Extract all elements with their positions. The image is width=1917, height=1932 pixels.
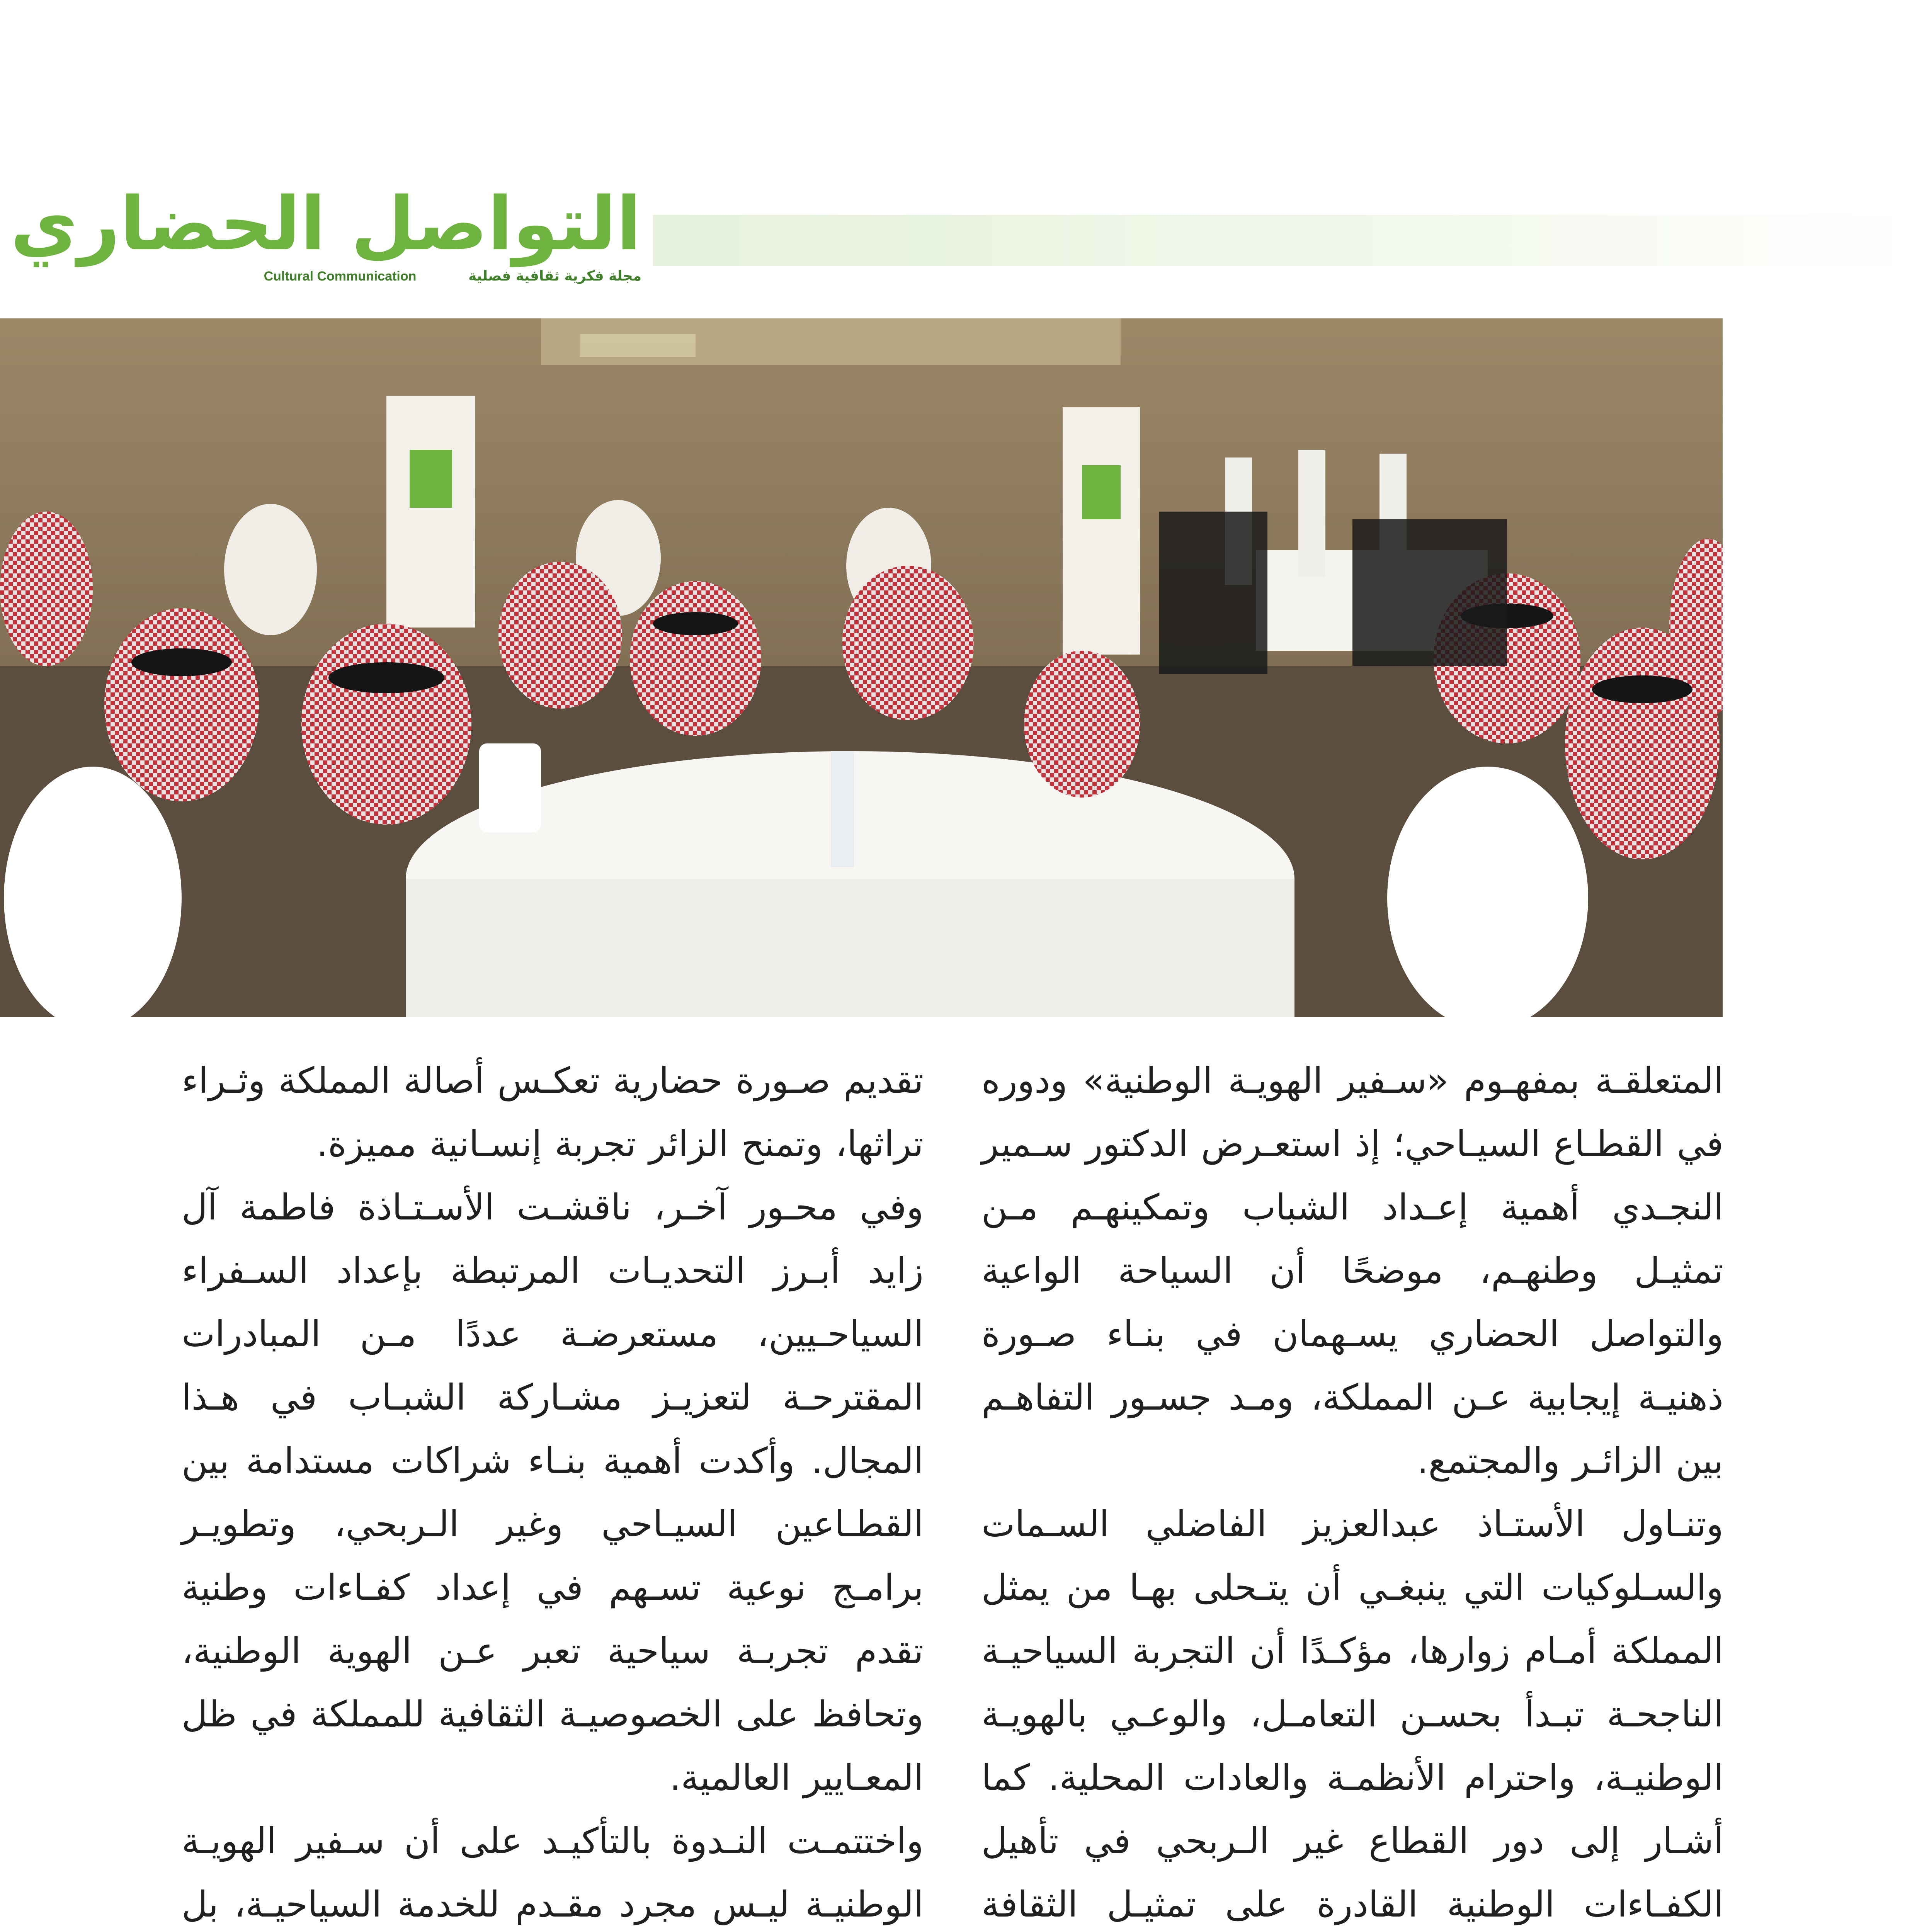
article-paragraph: وفي محـور آخـر، ناقشـت الأسـتـاذة فاطمة آل زايد أبـرز التحديـات المرتبطة بإعداد السـفراء السياحـيين، مستعرضـة عددًا مـن المبادرات المقترحـة لتعزيـز مشـاركة الشبـاب في هـذا المجال. وأكدت أهمية بنـاء شراكات مستدامة بين القطـاعين السيـاحي وغير الـربحي، وتطويـر برامـج نوعية تسـهم في إعداد كفـاءات وطنية تقدم تجربـة سياحية تعبر عـن الهوية الوطنية، وتحافظ على الخصوصيـة الثقافية للمملكة في ظل المعـايير العالمية. (182, 1187, 924, 1798)
article-paragraph: المتعلقـة بمفهـوم «سـفير الهويـة الوطنية» ودوره في القطـاع السيـاحي؛ إذ استعـرض الدكتور سـمير النجـدي أهمية إعـداد الشباب وتمكينهـم مـن تمثيـل وطنهـم، موضحًا أن السياحة الواعية والتواصل الحضاري يسـهمان في بنـاء صـورة ذهنيـة إيجابية عـن المملكة، ومـد جسـور التفاهـم بين الزائـر والمجتمع. (981, 1060, 1723, 1481)
article-paragraph: تقديم صـورة حضارية تعكـس أصالة المملكة وثـراء تراثها، وتمنح الزائر تجربة إنسـانية مميزة. (182, 1060, 924, 1165)
article-paragraph: واختتمـت النـدوة بالتأكيـد على أن سـفير الهويـة الوطنيـة ليـس مجرد مقـدم للخدمة السياحيـة، بل (182, 1820, 924, 1925)
magazine-logo-title: التواصل الحضاري (10, 181, 641, 267)
event-photo (0, 318, 1723, 1017)
article-paragraph: وتنـاول الأستـاذ عبدالعزيز الفاضلي السـمات والسـلوكيات التي ينبغـي أن يتـحلى بهـا من يمثل المملكة أمـام زوارها، مؤكـدًا أن التجربة السياحيـة الناجحـة تبـدأ بحسـن التعامـل، والوعـي بالهويـة الوطنيـة، واحترام الأنظمـة والعادات المحلية. كما أشـار إلى دور القطاع غير الـربحي في تأهيل الكفـاءات الوطنية القادرة على تمثيـل الثقافة (981, 1503, 1723, 1925)
header-accent-band (653, 215, 1917, 266)
article-column-right (981, 1049, 1723, 1932)
magazine-logo-subtitle-ar: مجلة فكرية ثقافية فصلية (468, 268, 641, 284)
article-column-left (182, 1049, 924, 1932)
magazine-logo-subtitle-en: Cultural Communication (264, 269, 417, 284)
